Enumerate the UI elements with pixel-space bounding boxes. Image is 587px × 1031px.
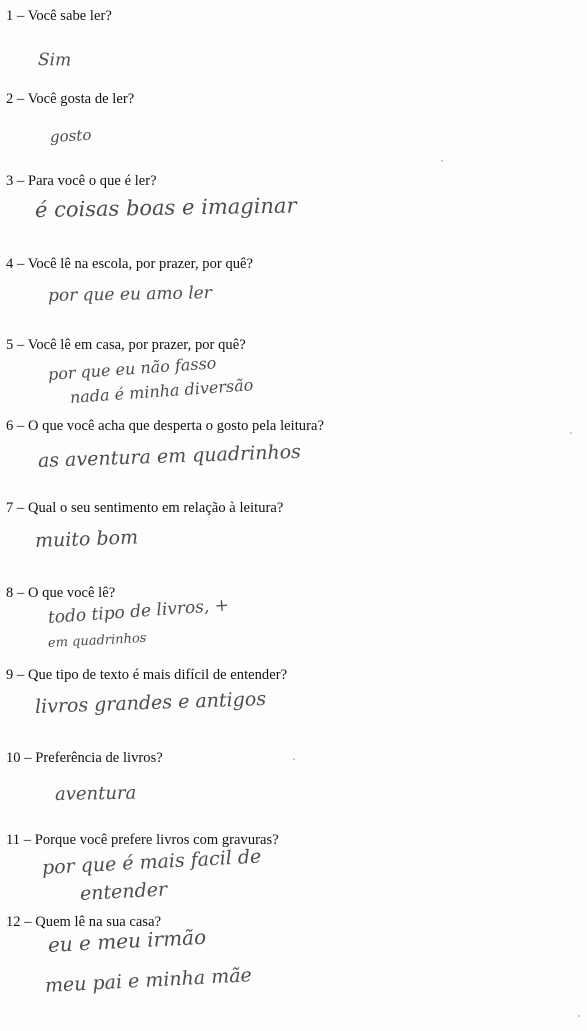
answer-3-handwriting: é coisas boas e imaginar (34, 193, 297, 222)
answer-8-handwriting-line-2: em quadrinhos (47, 630, 147, 651)
question-3-label: 3 – Para você o que é ler? (6, 173, 157, 189)
answer-5-handwriting-line-2: nada é minha diversão (69, 375, 254, 407)
answer-12-handwriting-line-1: eu e meu irmão (47, 924, 207, 957)
answer-9-handwriting: livros grandes e antigos (34, 687, 267, 718)
answer-1-handwriting: Sim (37, 50, 72, 71)
question-6-label: 6 – O que você acha que desperta o gosto pela leitura? (6, 418, 324, 434)
answer-5-handwriting-line-1: por que eu não fasso (47, 353, 217, 384)
question-11-label: 11 – Porque você prefere livros com gravuras? (6, 832, 279, 848)
question-7-label: 7 – Qual o seu sentimento em relação à leitura? (6, 500, 284, 516)
answer-8-handwriting-line-1: todo tipo de livros, + (47, 595, 230, 628)
answer-10-handwriting: aventura (54, 782, 137, 805)
question-4-label: 4 – Você lê na escola, por prazer, por quê? (6, 256, 254, 272)
question-9-label: 9 – Que tipo de texto é mais difícil de entender? (6, 667, 288, 683)
answer-7-handwriting: muito bom (34, 526, 139, 552)
question-12-label: 12 – Quem lê na sua casa? (6, 914, 162, 930)
question-8-label: 8 – O que você lê? (6, 585, 116, 601)
scan-speck (441, 160, 443, 162)
scan-speck (293, 758, 295, 760)
question-5-label: 5 – Você lê em casa, por prazer, por quê? (6, 337, 246, 353)
question-2-label: 2 – Você gosta de ler? (6, 91, 135, 107)
answer-4-handwriting: por que eu amo ler (47, 283, 213, 306)
answer-11-handwriting-line-1: por que é mais facil de (41, 845, 262, 879)
question-10-label: 10 – Preferência de livros? (6, 750, 163, 766)
question-1-label: 1 – Você sabe ler? (6, 8, 112, 24)
answer-11-handwriting-line-2: entender (79, 878, 168, 905)
answer-2-handwriting: gosto (49, 125, 92, 146)
answer-12-handwriting-line-2: meu pai e minha mãe (44, 964, 253, 997)
scan-speck (578, 1015, 580, 1017)
scan-speck (570, 432, 572, 434)
answer-6-handwriting: as aventura em quadrinhos (37, 440, 302, 472)
